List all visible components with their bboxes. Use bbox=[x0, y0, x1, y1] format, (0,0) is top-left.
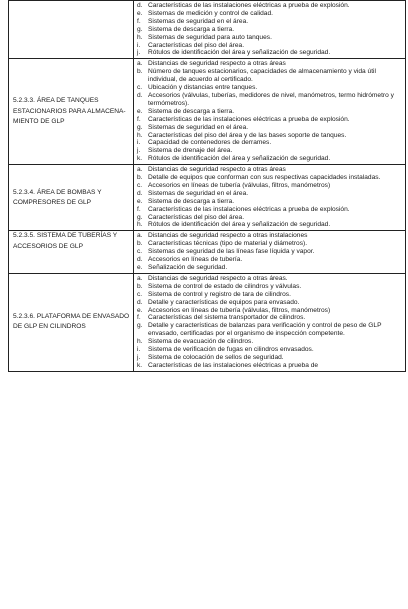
list-item bbox=[137, 256, 403, 264]
item-letter: h. bbox=[137, 338, 143, 346]
list-item bbox=[137, 108, 403, 116]
list-item bbox=[137, 248, 403, 256]
item-text: Distancias de seguridad respecto a otras áreas. bbox=[148, 274, 288, 282]
item-letter: g. bbox=[137, 123, 143, 131]
list-item bbox=[137, 198, 403, 206]
item-letter: c. bbox=[137, 84, 143, 92]
requirements-list-cell bbox=[134, 165, 406, 231]
item-text: Distancias de seguridad respecto a otras áreas bbox=[148, 166, 286, 174]
item-text: Sistemas de seguridad para auto tanques. bbox=[148, 33, 272, 41]
section-label: 5.2.3.5. SISTEMA DE TUBERÍAS Y ACCESORIOS DE GLP bbox=[13, 232, 118, 250]
item-letter: d. bbox=[137, 91, 143, 99]
item-text: Características de las instalaciones eléctricas a prueba de explosión. bbox=[148, 115, 350, 123]
table-row bbox=[9, 1, 406, 59]
table-row bbox=[9, 165, 406, 231]
section-label-cell bbox=[9, 1, 134, 59]
item-letter: b. bbox=[137, 240, 143, 248]
item-letter: j. bbox=[137, 353, 141, 361]
item-letter: g. bbox=[137, 213, 143, 221]
requirements-list-cell bbox=[134, 231, 406, 274]
item-text: Distancias de seguridad respecto a otras instalaciones bbox=[148, 232, 308, 240]
item-letter: e. bbox=[137, 107, 143, 115]
list-item bbox=[137, 18, 403, 26]
list-item bbox=[137, 42, 403, 50]
list-item bbox=[137, 307, 403, 315]
item-letter: b. bbox=[137, 174, 143, 182]
item-letter: e. bbox=[137, 9, 143, 17]
item-text: Sistemas de medición y control de calidad. bbox=[148, 9, 273, 17]
item-letter: c. bbox=[137, 248, 143, 256]
item-text: Características del piso del área. bbox=[148, 213, 245, 221]
list-item bbox=[137, 116, 403, 124]
item-letter: d. bbox=[137, 256, 143, 264]
item-letter: h. bbox=[137, 221, 143, 229]
list-item bbox=[137, 206, 403, 214]
item-letter: k. bbox=[137, 361, 143, 369]
list-item bbox=[137, 354, 403, 362]
table-row bbox=[9, 273, 406, 371]
list-item bbox=[137, 147, 403, 155]
item-text: Rótulos de identificación del área y señalización de seguridad. bbox=[148, 221, 331, 229]
list-item bbox=[137, 314, 403, 322]
item-text: Accesorios en líneas de tubería (válvulas, filtros, manómetros) bbox=[148, 306, 331, 314]
item-letter: f. bbox=[137, 314, 141, 322]
item-letter: e. bbox=[137, 197, 143, 205]
item-text: Distancias de seguridad respecto a otras áreas bbox=[148, 60, 286, 68]
item-letter: b. bbox=[137, 68, 143, 76]
item-letter: c. bbox=[137, 290, 143, 298]
item-text: Sistema de drenaje del área. bbox=[148, 147, 233, 155]
section-label-cell bbox=[9, 231, 134, 274]
list-item bbox=[137, 92, 403, 108]
item-text: Ubicación y distancias entre tanques. bbox=[148, 84, 258, 92]
list-item bbox=[137, 84, 403, 92]
item-letter: g. bbox=[137, 322, 143, 330]
list-item bbox=[137, 34, 403, 42]
item-text: Accesorios (válvulas, tuberías, medidores de nivel, manómetros, termo hidrómetro y termómetros). bbox=[148, 91, 394, 107]
requirements-document bbox=[8, 0, 406, 609]
item-text: Sistema de colocación de sellos de seguridad. bbox=[148, 353, 284, 361]
list-item bbox=[137, 264, 403, 272]
requirements-list-cell bbox=[134, 59, 406, 165]
item-letter: j. bbox=[137, 49, 141, 57]
item-text: Sistema de control de estado de cilindros y válvulas. bbox=[148, 282, 302, 290]
list-item bbox=[137, 221, 403, 229]
item-letter: h. bbox=[137, 131, 143, 139]
list-item bbox=[137, 362, 403, 370]
list-item bbox=[137, 139, 403, 147]
item-text: Accesorios en líneas de tubería (válvulas, filtros, manómetros) bbox=[148, 181, 331, 189]
list-item bbox=[137, 299, 403, 307]
section-label: 5.2.3.3. ÁREA DE TANQUES ESTACIONARIOS PARA ALMACENA-MIENTO DE GLP bbox=[13, 97, 126, 125]
requirements-list-cell bbox=[134, 273, 406, 371]
item-letter: a. bbox=[137, 232, 143, 240]
item-text: Sistemas de seguridad en el área. bbox=[148, 123, 249, 131]
list-item bbox=[137, 338, 403, 346]
item-letter: d. bbox=[137, 298, 143, 306]
item-letter: g. bbox=[137, 25, 143, 33]
item-letter: k. bbox=[137, 155, 143, 163]
list-item bbox=[137, 60, 403, 68]
item-text: Rótulos de identificación del área y señalización de seguridad. bbox=[148, 155, 331, 163]
item-text: Características de las instalaciones eléctricas a prueba de explosión. bbox=[148, 205, 350, 213]
section-label-cell bbox=[9, 59, 134, 165]
item-text: Sistema de descarga a tierra. bbox=[148, 197, 235, 205]
item-text: Características de las instalaciones eléctricas a prueba de bbox=[148, 361, 319, 369]
item-text: Sistema de descarga a tierra. bbox=[148, 107, 235, 115]
list-item bbox=[137, 10, 403, 18]
item-letter: d. bbox=[137, 189, 143, 197]
item-text: Sistema de control y registro de tara de cilindros. bbox=[148, 290, 291, 298]
requirements-list-cell bbox=[134, 1, 406, 59]
item-text: Señalización de seguridad. bbox=[148, 264, 228, 271]
list-item bbox=[137, 2, 403, 10]
item-text: Accesorios en líneas de tubería. bbox=[148, 256, 243, 264]
table-row bbox=[9, 231, 406, 274]
list-item bbox=[137, 174, 403, 182]
item-text: Sistemas de seguridad en el área. bbox=[148, 17, 249, 25]
item-text: Detalle y características de equipos para envasado. bbox=[148, 298, 300, 306]
requirements-table bbox=[8, 0, 406, 372]
item-text: Sistema de evacuación de cilindros. bbox=[148, 338, 254, 346]
item-text: Sistemas de seguridad de las líneas fase líquida y vapor. bbox=[148, 248, 315, 256]
item-letter: i. bbox=[137, 346, 141, 354]
list-item bbox=[137, 26, 403, 34]
item-letter: a. bbox=[137, 274, 143, 282]
item-letter: e. bbox=[137, 306, 143, 314]
list-item bbox=[137, 155, 403, 163]
item-text: Características del sistema transportador de cilindros. bbox=[148, 314, 306, 322]
list-item bbox=[137, 346, 403, 354]
item-text: Número de tanques estacionarios, capacidades de almacenamiento y vida útil individual, de acuerdo al certificado. bbox=[148, 68, 376, 84]
item-text: Sistema de verificación de fugas en cilindros envasados. bbox=[148, 346, 314, 354]
list-item bbox=[137, 322, 403, 338]
item-letter: e. bbox=[137, 264, 143, 271]
list-item bbox=[137, 214, 403, 222]
list-item bbox=[137, 275, 403, 283]
item-letter: f. bbox=[137, 115, 141, 123]
item-text: Detalle y características de balanzas para verificación y control de peso de GLP envasado, certificadas por el organismo de inspección competente. bbox=[148, 322, 382, 338]
item-text: Capacidad de contenedores de derrames. bbox=[148, 139, 272, 147]
item-text: Sistemas de seguridad en el área. bbox=[148, 189, 249, 197]
requirements-table-body bbox=[9, 1, 406, 372]
list-item bbox=[137, 166, 403, 174]
item-letter: f. bbox=[137, 205, 141, 213]
list-item bbox=[137, 283, 403, 291]
item-letter: b. bbox=[137, 282, 143, 290]
list-item bbox=[137, 232, 403, 240]
list-item bbox=[137, 182, 403, 190]
item-text: Características del piso del área. bbox=[148, 41, 245, 49]
section-label: 5.2.3.6. PLATAFORMA DE ENVASADO DE GLP EN CILINDROS bbox=[13, 313, 130, 331]
item-text: Características técnicas (tipo de material y diámetros). bbox=[148, 240, 308, 248]
item-letter: i. bbox=[137, 41, 141, 49]
list-item bbox=[137, 68, 403, 84]
item-letter: a. bbox=[137, 166, 143, 174]
item-text: Sistema de descarga a tierra. bbox=[148, 25, 235, 33]
section-label-cell bbox=[9, 165, 134, 231]
table-row bbox=[9, 59, 406, 165]
list-item bbox=[137, 190, 403, 198]
list-item bbox=[137, 291, 403, 299]
section-label: 5.2.3.4. ÁREA DE BOMBAS Y COMPRESORES DE GLP bbox=[13, 188, 102, 206]
item-letter: j. bbox=[137, 147, 141, 155]
list-item bbox=[137, 240, 403, 248]
item-text: Detalle de equipos que conforman con sus respectivas capacidades instaladas. bbox=[148, 174, 381, 182]
list-item bbox=[137, 49, 403, 57]
item-letter: a. bbox=[137, 60, 143, 68]
item-letter: i. bbox=[137, 139, 141, 147]
item-letter: c. bbox=[137, 181, 143, 189]
item-text: Rótulos de identificación del área y señalización de seguridad. bbox=[148, 49, 331, 57]
section-label-cell bbox=[9, 273, 134, 371]
item-text: Características de las instalaciones eléctricas a prueba de explosión. bbox=[148, 2, 350, 9]
item-letter: d. bbox=[137, 2, 143, 9]
list-item bbox=[137, 132, 403, 140]
item-text: Características del piso del área y de las bases soporte de tanques. bbox=[148, 131, 347, 139]
item-letter: f. bbox=[137, 17, 141, 25]
list-item bbox=[137, 124, 403, 132]
item-letter: h. bbox=[137, 33, 143, 41]
